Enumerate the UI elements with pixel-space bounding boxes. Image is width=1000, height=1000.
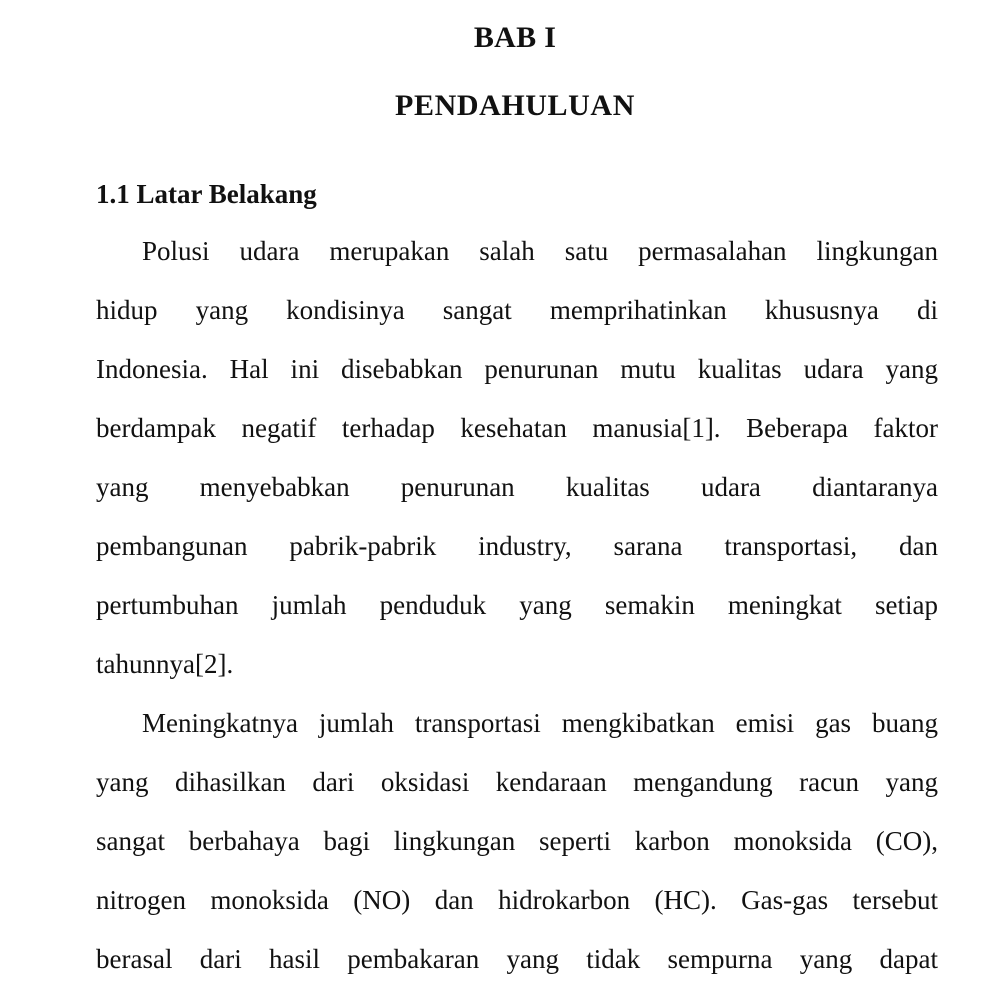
paragraph-line: Indonesia. Hal ini disebabkan penurunan mutu kualitas udara yang (96, 354, 938, 384)
paragraph-line: Polusi udara merupakan salah satu permasalahan lingkungan (142, 236, 938, 266)
paragraph-line: berdampak negatif terhadap kesehatan manusia[1]. Beberapa faktor (96, 413, 938, 443)
paragraph-line: sangat berbahaya bagi lingkungan seperti karbon monoksida (CO), (96, 826, 938, 856)
paragraph-line: berasal dari hasil pembakaran yang tidak sempurna yang dapat (96, 944, 938, 974)
paragraph-line: pertumbuhan jumlah penduduk yang semakin meningkat setiap (96, 590, 938, 620)
paragraph-line: nitrogen monoksida (NO) dan hidrokarbon (HC). Gas-gas tersebut (96, 885, 938, 915)
paragraph-line: yang dihasilkan dari oksidasi kendaraan mengandung racun yang (96, 767, 938, 797)
paragraph-line: pembangunan pabrik-pabrik industry, sarana transportasi, dan (96, 531, 938, 561)
paragraph-line: hidup yang kondisinya sangat memprihatinkan khususnya di (96, 295, 938, 325)
paragraph-2 (96, 694, 938, 989)
chapter-label: BAB I (473, 21, 557, 54)
section-heading: 1.1 Latar Belakang (96, 179, 317, 209)
paragraph-line: Meningkatnya jumlah transportasi mengkibatkan emisi gas buang (142, 708, 938, 738)
paragraph-1 (96, 222, 938, 694)
paragraph-line: yang menyebabkan penurunan kualitas udara diantaranya (96, 472, 938, 502)
paragraph-line: tahunnya[2]. (96, 649, 234, 679)
chapter-title: PENDAHULUAN (395, 89, 635, 122)
